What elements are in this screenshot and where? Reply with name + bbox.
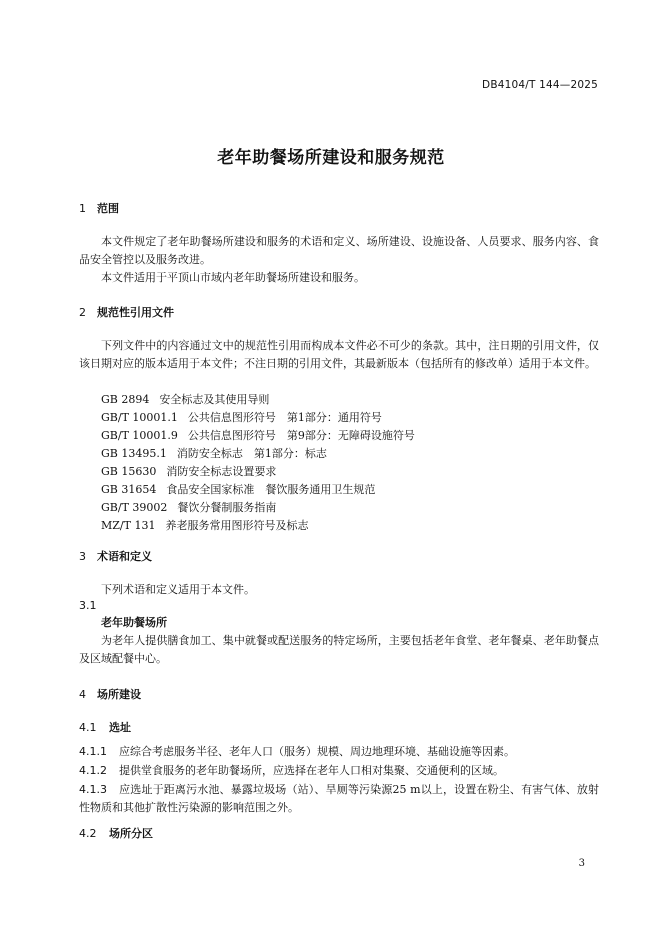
- reference-title: 养老服务常用图形符号及标志: [165, 519, 309, 532]
- document-code: DB4104/T 144—2025: [482, 79, 598, 91]
- scope-paragraph-1: 本文件规定了老年助餐场所建设和服务的术语和定义、场所建设、设施设备、人员要求、服务内容、食品安全管控以及服务改进。: [79, 235, 599, 266]
- page-number: 3: [578, 858, 585, 869]
- reference-item: [101, 427, 415, 443]
- reference-code: GB 13495.1: [101, 447, 167, 460]
- reference-code: MZ/T 131: [101, 519, 156, 532]
- clause-number: 4.1.3: [79, 783, 107, 796]
- reference-title: 公共信息图形符号 第9部分：无障碍设施符号: [187, 429, 415, 442]
- section-title: 术语和定义: [97, 550, 152, 563]
- reference-code: GB 2894: [101, 393, 150, 406]
- reference-title: 餐饮分餐制服务指南: [177, 501, 277, 514]
- section-2-heading: [79, 304, 174, 320]
- clause-item: [79, 743, 599, 761]
- term-definition: 为老年人提供膳食加工、集中就餐或配送服务的特定场所，主要包括老年食堂、老年餐桌、老年助餐点及区域配餐中心。: [79, 634, 599, 665]
- reference-title: 食品安全国家标准 餐饮服务通用卫生规范: [166, 483, 376, 496]
- section-number: 1: [79, 202, 86, 215]
- clause-text: 提供堂食服务的老年助餐场所，应选择在老年人口相对集聚、交通便利的区域。: [119, 764, 504, 777]
- section-3-heading: [79, 548, 152, 564]
- reference-code: GB/T 10001.1: [101, 411, 178, 424]
- section-number: 2: [79, 306, 86, 319]
- subsection-4-2-heading: [79, 825, 153, 841]
- reference-title: 安全标志及其使用导则: [159, 393, 270, 406]
- scope-paragraph-2: 本文件适用于平顶山市域内老年助餐场所建设和服务。: [101, 271, 365, 284]
- clause-text: 应选址于距离污水池、暴露垃圾场（站）、旱厕等污染源25 m以上，设置在粉尘、有害气体、放射性物质和其他扩散性污染源的影响范围之外。: [79, 783, 599, 814]
- reference-item: [101, 481, 375, 497]
- subsection-4-1-heading: [79, 719, 131, 735]
- section-4-heading: [79, 686, 141, 702]
- term-number: 3.1: [79, 599, 97, 612]
- subsection-number: 4.1: [79, 721, 97, 734]
- reference-title: 公共信息图形符号 第1部分：通用符号: [187, 411, 382, 424]
- reference-code: GB/T 10001.9: [101, 429, 178, 442]
- normative-references-intro: 下列文件中的内容通过文中的规范性引用而构成本文件必不可少的条款。其中，注日期的引用文件，仅该日期对应的版本适用于本文件；不注日期的引用文件，其最新版本（包括所有的修改单）适用于本文件。: [79, 339, 599, 370]
- reference-item: [101, 463, 276, 479]
- document-title: 老年助餐场所建设和服务规范: [217, 148, 445, 168]
- reference-item: [101, 517, 308, 533]
- subsection-number: 4.2: [79, 827, 97, 840]
- section-number: 4: [79, 688, 86, 701]
- clause-item: [79, 762, 599, 780]
- reference-item: [101, 499, 276, 515]
- reference-title: 消防安全标志 第1部分：标志: [176, 447, 327, 460]
- section-number: 3: [79, 550, 86, 563]
- section-1-heading: [79, 200, 119, 216]
- reference-title: 消防安全标志设置要求: [166, 465, 277, 478]
- term-name: 老年助餐场所: [101, 616, 167, 629]
- clause-item: [79, 781, 599, 817]
- reference-code: GB 31654: [101, 483, 157, 496]
- clause-number: 4.1.2: [79, 764, 107, 777]
- section-title: 场所建设: [97, 688, 141, 701]
- subsection-title: 场所分区: [109, 827, 153, 840]
- reference-item: [101, 391, 269, 407]
- reference-item: [101, 445, 327, 461]
- clause-number: 4.1.1: [79, 745, 107, 758]
- reference-item: [101, 409, 382, 425]
- reference-code: GB/T 39002: [101, 501, 168, 514]
- section-title: 范围: [97, 202, 119, 215]
- reference-code: GB 15630: [101, 465, 157, 478]
- terms-intro: 下列术语和定义适用于本文件。: [101, 583, 255, 596]
- section-title: 规范性引用文件: [97, 306, 174, 319]
- subsection-title: 选址: [109, 721, 131, 734]
- clause-text: 应综合考虑服务半径、老年人口（服务）规模、周边地理环境、基础设施等因素。: [119, 745, 515, 758]
